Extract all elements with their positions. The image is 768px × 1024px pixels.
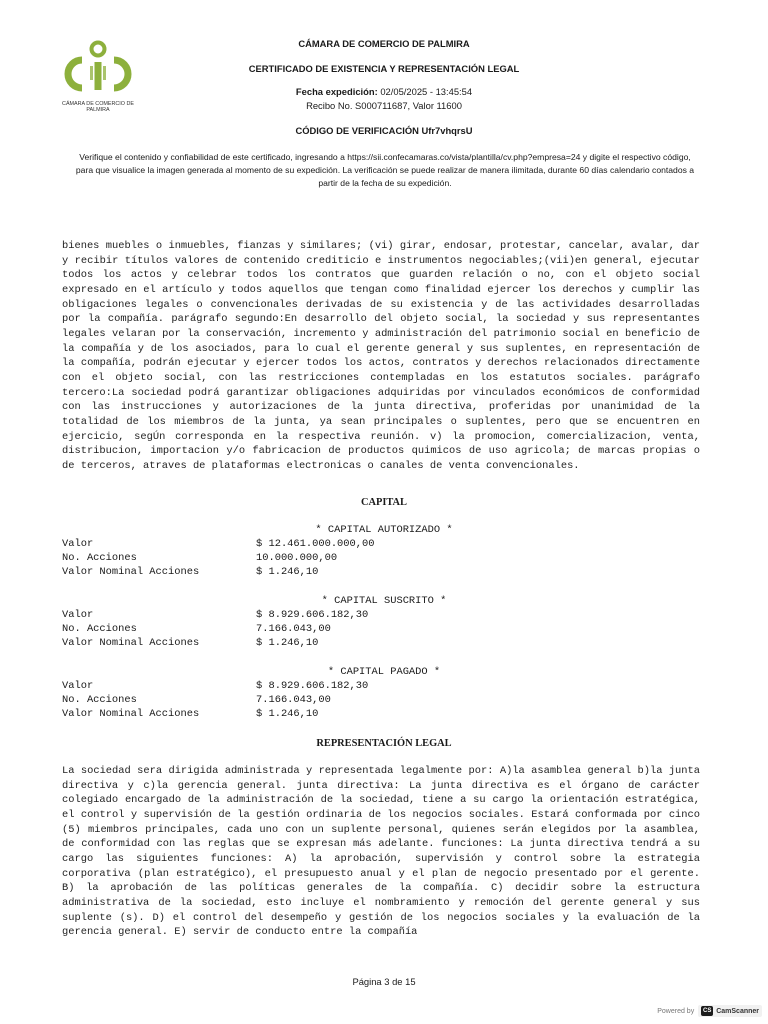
capital-row-value: $ 8.929.606.182,30	[256, 680, 369, 692]
verification-code: CÓDIGO DE VERIFICACIÓN Ufr7vhqrsU	[295, 125, 473, 136]
camscanner-badge	[698, 1005, 762, 1017]
capital-row-value: $ 1.246,10	[256, 637, 319, 649]
issue-date	[0, 86, 768, 97]
capital-row-label: No. Acciones	[62, 694, 137, 706]
camscanner-name: CamScanner	[716, 1007, 759, 1015]
capital-row-value: 10.000.000,00	[256, 552, 338, 564]
capital-row-label: No. Acciones	[62, 552, 137, 564]
receipt-number: Recibo No. S000711687, Valor 11600	[306, 100, 462, 111]
page-number: Página 3 de 15	[352, 976, 416, 987]
capital-row-label: Valor	[62, 609, 94, 621]
powered-by-label: Powered by	[657, 1007, 695, 1015]
capital-row-value: $ 1.246,10	[256, 566, 319, 578]
capital-row-label: Valor Nominal Acciones	[62, 708, 200, 720]
capital-row-label: No. Acciones	[62, 623, 137, 635]
objeto-social-paragraph: bienes muebles o inmuebles, fianzas y similares; (vi) girar, endosar, protestar, cancelar, avalar, dar y recibir títulos valores de contenido crediticio e instrumentos negociables;(vii)en general, ejecutar todos los actos y celebrar todos los contratos que guarden relación o no, con el objeto social expresado en el artículo y todos aquellos que tengan como finalidad ejercer los derechos y cumplir las obligaciones legales o convencionales derivadas de su existencia y de las actividades desarrolladas por la compañía. parágrafo segundo:En desarrollo del objeto social, la sociedad y sus representantes legales velaran por la conservación, incremento y administración del patrimonio social en beneficio de la compañía y de los asociados, para lo cual el gerente general y sus suplentes, en representación de la compañía, podrán ejecutar y ejercer todos los actos, contratos y derechos relacionados directamente con el objeto social, con las restricciones contempladas en los estatutos sociales. parágrafo tercero:La sociedad podrá garantizar obligaciones adquiridas por vinculados económicos de conformidad con las instrucciones y autorizaciones de la junta directiva, proferidas por unanimidad de la totalidad de los miembros de la junta, ya sean principales o suplentes, pero que se encuentren en ejercicio, segÚn corresponda en la respectiva reunión. v) la promocion, comercializacion, venta, distribucion, importacion y/o fabricacion de productos quimicos de uso agricola; de marcas propias o de terceros, atraves de plataformas electronicas o canales de venta convencionales.	[62, 240, 700, 472]
representacion-section-title: REPRESENTACIÓN LEGAL	[316, 738, 452, 749]
capital-row-label: Valor	[62, 680, 94, 692]
representacion-paragraph: La sociedad sera dirigida administrada y representada legalmente por: A)la asamblea general b)la junta directiva y c)la gerencia general. junta directiva: La junta directiva es el órgano de carácter colegiado encargado de la administración de la sociedad, tiene a su cargo la orientación estratégica, el control y supervisión de la gestión ordinaria de los negocios sociales. Estará conformada por cinco (5) miembros principales, cada uno con un suplente personal, quienes serán elegidos por la asamblea, de conformidad con las reglas que se expresan más adelante. funciones: La junta directiva tendrá a su cargo las siguientes funciones: A) la aprobación, supervisión y control sobre la estrategia corporativa (plan estratégico), el presupuesto anual y el plan de negocio presentado por el gerente. B) la aprobación de las políticas generales de la compañía. C) decidir sobre la estructura administrativa de la sociedad, esto incluye el nombramiento y remoción del gerente general y sus suplente (s). D) el control del desempeño y gestión de los negocios sociales y la evaluación de la gerencia general. E) servir de conducto entre la compañía	[62, 765, 700, 939]
camscanner-watermark	[657, 1003, 762, 1019]
verification-instructions: Verifique el contenido y confiabilidad de este certificado, ingresando a https://sii.confecamaras.co/vista/plantilla/cv.php?empresa=24 y digite el respectivo código, para que visualice la imagen generada al momento de su expedición. La verificación se puede realizar de manera ilimitada, durante 60 días calendario contados a partir de la fecha de su expedición.	[75, 152, 695, 188]
capital-row-value: 7.166.043,00	[256, 623, 331, 635]
issue-date-label: Fecha expedición:	[295, 86, 378, 97]
capital-autorizado-heading: * CAPITAL AUTORIZADO *	[315, 524, 453, 536]
capital-row-label: Valor	[62, 538, 94, 550]
capital-pagado-heading: * CAPITAL PAGADO *	[327, 666, 441, 678]
logo-caption: CÁMARA DE COMERCIO DE PALMIRA	[62, 101, 134, 114]
org-name: CÁMARA DE COMERCIO DE PALMIRA	[298, 38, 470, 49]
capital-row-label: Valor Nominal Acciones	[62, 566, 200, 578]
capital-row-value: $ 8.929.606.182,30	[256, 609, 369, 621]
capital-section-title: CAPITAL	[361, 497, 407, 508]
capital-row-label: Valor Nominal Acciones	[62, 637, 200, 649]
issue-date-value: 02/05/2025 - 13:45:54	[380, 86, 473, 97]
camscanner-icon: CS	[703, 1008, 712, 1014]
capital-row-value: $ 1.246,10	[256, 708, 319, 720]
certificate-title: CERTIFICADO DE EXISTENCIA Y REPRESENTACIÓN LEGAL	[248, 63, 520, 74]
capital-row-value: 7.166.043,00	[256, 694, 331, 706]
capital-suscrito-heading: * CAPITAL SUSCRITO *	[321, 595, 447, 607]
capital-row-value: $ 12.461.000.000,00	[256, 538, 375, 550]
